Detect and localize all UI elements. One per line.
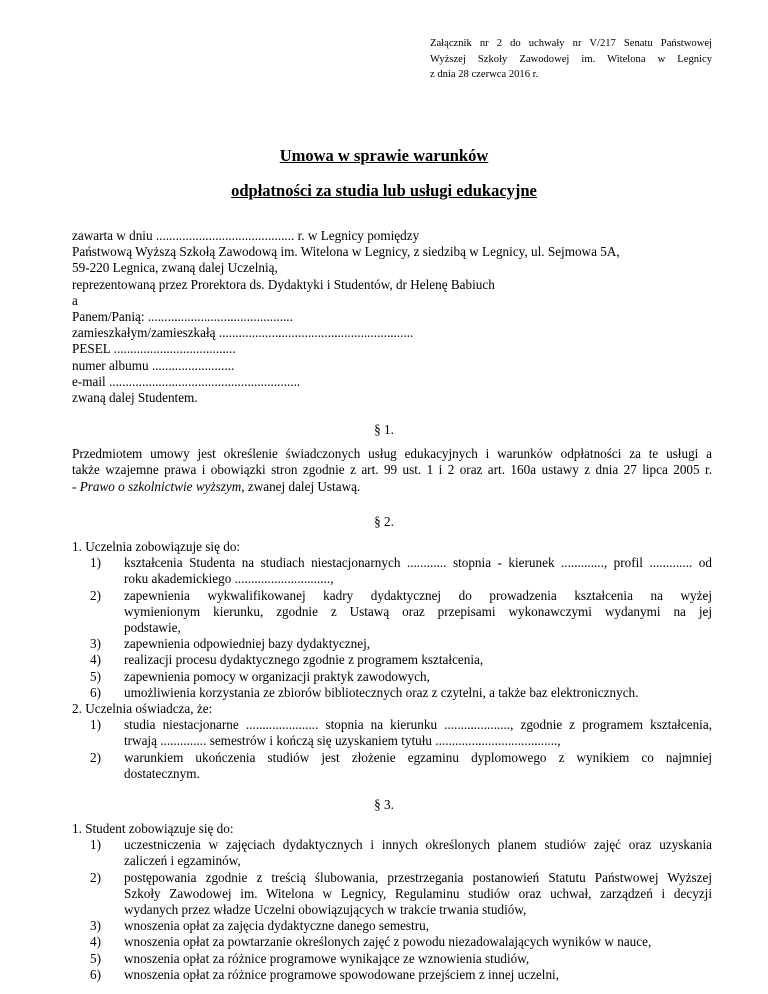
list-item-text (124, 934, 712, 950)
list-item-line: wnoszenia opłat za powtarzanie określonych zajęć z powodu niezadowalających wyników w nauce, (124, 934, 652, 950)
section-1-line: także wzajemne prawa i obowiązki stron zgodnie z art. 99 ust. 1 i 2 oraz art. 160a ustawy z dnia 27 lipca 2005 r. (72, 462, 712, 478)
document-subtitle: odpłatności za studia lub usługi edukacyjne (231, 181, 537, 200)
list-item-line: zapewnienia odpowiedniej bazy dydaktycznej, (124, 636, 371, 652)
list-item-text (124, 555, 712, 587)
list-item-number: 2) (90, 587, 101, 603)
list-item-line: zapewnienia wykwalifikowanej kadry dydaktycznej do prowadzenia kształcenia na wyżej (124, 587, 712, 603)
list-item-text (124, 685, 712, 701)
list-item-number: 1) (90, 717, 101, 733)
list-item (72, 652, 712, 668)
list-item-text (124, 870, 712, 919)
section-2-point-2: 2. Uczelnia oświadcza, że: (72, 701, 213, 717)
intro-line: zwaną dalej Studentem. (72, 390, 198, 406)
list-item-line: kształcenia Studenta na studiach niestacjonarnych ............ stopnia - kierunek ............., profil ............. od (124, 555, 712, 571)
contract-parties (72, 228, 712, 406)
annex-line: Wyższej Szkoły Zawodowej im. Witelona w Legnicy (430, 53, 712, 65)
list-item (72, 951, 712, 967)
list-item-line: studia niestacjonarne ...................... stopnia na kierunku ...................., zgodnie z programem kształcenia, (124, 717, 712, 733)
section-2 (72, 539, 712, 782)
intro-line: a (72, 292, 78, 308)
section-2-point-1: 1. Uczelnia zobowiązuje się do: (72, 539, 241, 554)
section-1-line: Przedmiotem umowy jest określenie świadczonych usług edukacyjnych i warunków odpłatności za te usługi a (72, 446, 712, 461)
list-item-text (124, 750, 712, 782)
list-item-text (124, 967, 712, 983)
list-item-text (124, 717, 712, 749)
section-1-line: - Prawo o szkolnictwie wyższym, zwanej dalej Ustawą. (72, 478, 361, 494)
section-3 (72, 821, 712, 983)
list-item (72, 636, 712, 652)
list-item (72, 967, 712, 983)
list-item-number: 4) (90, 652, 101, 668)
list-item (72, 717, 712, 749)
list-item (72, 750, 712, 782)
list-item-line: wnoszenia opłat za zajęcia dydaktyczne danego semestru, (124, 918, 430, 934)
list-item-text (124, 669, 712, 685)
list-item-number: 1) (90, 555, 101, 571)
list-item-line: Szkoły Zawodowej im. Witelona w Legnicy, Regulaminu studiów oraz uchwał, zarządzeń i decyzji (124, 885, 712, 901)
list-item-number: 2) (90, 869, 101, 885)
list-item-line: wydanych przez władze Uczelni obowiązujących w trakcie trwania studiów, (124, 902, 527, 918)
document-title: Umowa w sprawie warunków (279, 146, 489, 165)
list-item-line: warunkiem ukończenia studiów jest złożenie egzaminu dyplomowego z wynikiem co najmniej (124, 749, 712, 765)
intro-line: e-mail .......................................................... (72, 373, 301, 389)
list-item-line: roku akademickiego ............................., (124, 571, 334, 587)
list-item-line: trwają .............. semestrów i kończą się uzyskaniem tytułu ....................................., (124, 733, 561, 749)
intro-line: 59-220 Legnica, zwaną dalej Uczelnią, (72, 260, 278, 276)
list-item (72, 555, 712, 587)
list-item-line: zaliczeń i egzaminów, (124, 853, 241, 869)
list-item-number: 4) (90, 934, 101, 950)
list-item-number: 5) (90, 668, 101, 684)
annex-note (430, 36, 712, 83)
list-item-text (124, 636, 712, 652)
list-item-line: realizacji procesu dydaktycznego zgodnie z programem kształcenia, (124, 652, 484, 668)
section-heading-2: § 2. (374, 514, 394, 529)
list-item-number: 3) (90, 918, 101, 934)
annex-line: z dnia 28 czerwca 2016 r. (430, 69, 539, 80)
list-item-number: 1) (90, 837, 101, 853)
intro-line: Panem/Panią: ............................................ (72, 309, 293, 325)
list-item-number: 3) (90, 636, 101, 652)
section-1-text (72, 446, 712, 495)
list-item-line: wnoszenia opłat za różnice programowe spowodowane przejściem z innej uczelni, (124, 966, 560, 982)
intro-line: numer albumu ......................... (72, 357, 235, 373)
intro-line: reprezentowaną przez Prorektora ds. Dydaktyki i Studentów, dr Helenę Babiuch (72, 276, 495, 292)
intro-line: zawarta w dniu .......................................... r. w Legnicy pomiędzy (72, 228, 420, 243)
act-title: Prawo o szkolnictwie wyższym (79, 478, 242, 494)
list-item-number: 6) (90, 684, 101, 700)
list-item-text (124, 918, 712, 934)
list-item (72, 934, 712, 950)
list-item (72, 685, 712, 701)
list-item-line: wymienionym kierunku, zgodnie z Ustawą oraz przepisami wykonawczymi wydanymi na jej (124, 603, 712, 619)
intro-line: Państwową Wyższą Szkołą Zawodową im. Witelona w Legnicy, z siedzibą w Legnicy, ul. Sejmowa 5A, (72, 244, 620, 260)
list-item-line: umożliwienia korzystania ze zbiorów bibliotecznych oraz z czytelni, a także baz elektronicznych. (124, 684, 639, 700)
list-item-text (124, 652, 712, 668)
list-item-number: 6) (90, 966, 101, 982)
section-heading-3: § 3. (374, 797, 394, 812)
list-item (72, 918, 712, 934)
list-item-line: postępowania zgodnie z treścią ślubowania, przestrzegania postanowień Statutu Państwowej Wyższej (124, 869, 712, 885)
list-item-number: 2) (90, 749, 101, 765)
section-3-point-1: 1. Student zobowiązuje się do: (72, 821, 234, 836)
list-item (72, 588, 712, 637)
list-item-text (124, 588, 712, 637)
list-item-text (124, 951, 712, 967)
list-item-number: 5) (90, 950, 101, 966)
annex-line: Załącznik nr 2 do uchwały nr V/217 Senatu Państwowej (430, 38, 712, 49)
section-heading-1: § 1. (374, 422, 394, 437)
list-item-line: zapewnienia pomocy w organizacji praktyk zawodowych, (124, 668, 430, 684)
list-item (72, 837, 712, 869)
list-item (72, 669, 712, 685)
intro-line: zamieszkałym/zamieszkałą ........................................................... (72, 325, 414, 341)
list-item (72, 870, 712, 919)
list-item-line: uczestniczenia w zajęciach dydaktycznych i innych określonych planem studiów zajęć oraz uzyskania (124, 837, 712, 853)
intro-line: PESEL ..................................... (72, 341, 236, 357)
list-item-line: dostatecznym. (124, 765, 200, 781)
list-item-line: podstawie, (124, 620, 181, 636)
list-item-text (124, 837, 712, 869)
list-item-line: wnoszenia opłat za różnice programowe wynikające ze wznowienia studiów, (124, 950, 530, 966)
